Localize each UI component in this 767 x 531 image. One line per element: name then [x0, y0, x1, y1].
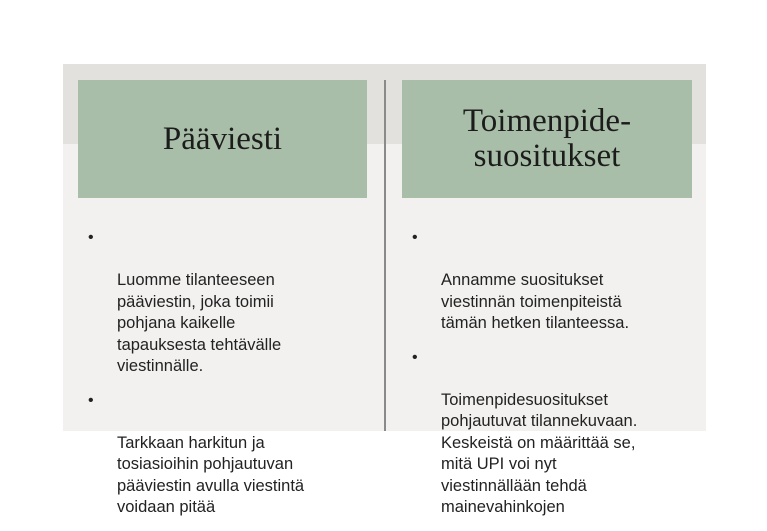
bullet-text: Annamme suositukset viestinnän toimenpiteistä tämän hetken tilanteessa.: [441, 271, 630, 332]
left-header-box: [78, 80, 367, 198]
column-divider: [384, 80, 386, 431]
bullet-icon: •: [412, 348, 418, 366]
bullet-text: Toimenpidesuositukset pohjautuvat tilannekuvaan. Keskeistä on määrittää se, mitä UPI voi nyt viestinnällään tehdä mainevahinkojen: [441, 390, 638, 516]
right-header-box: [402, 80, 692, 198]
bullet-text: Tarkkaan harkitun ja tosiasioihin pohjautuvan pääviestin avulla viestintä voidaan pitää: [117, 433, 305, 516]
list-item: [87, 227, 362, 378]
left-column-title: Pääviesti: [162, 120, 283, 157]
list-item: [411, 227, 693, 335]
bullet-text: Luomme tilanteeseen pääviestin, joka toimii pohjana kaikelle tapauksesta tehtävälle viestinnälle.: [117, 271, 282, 375]
list-item: [87, 390, 362, 519]
right-bullet-list: [411, 227, 693, 531]
right-column-title: Toimenpide- suositukset: [462, 103, 632, 174]
bullet-icon: •: [88, 391, 94, 409]
left-bullet-list: [87, 227, 362, 531]
bullet-icon: •: [412, 229, 418, 246]
bullet-icon: •: [88, 229, 94, 246]
list-item: [411, 347, 693, 519]
slide: [63, 64, 706, 516]
